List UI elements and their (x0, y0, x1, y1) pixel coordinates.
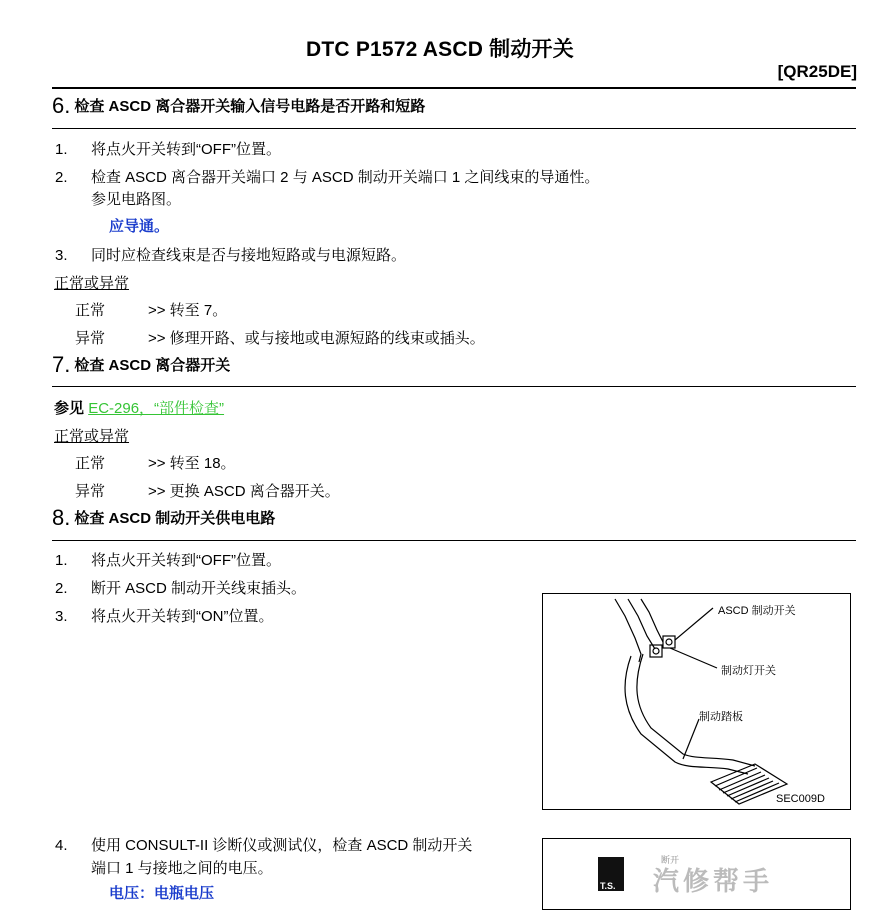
section-6-heading (52, 93, 425, 119)
step-number: 3. (55, 608, 68, 625)
step-text: 检查 ASCD 离合器开关端口 2 与 ASCD 制动开关端口 1 之间线束的导通性。 (91, 169, 600, 186)
step-text: 将点火开关转到“ON”位置。 (91, 608, 274, 625)
section-8-title: 检查 ASCD 制动开关供电电路 (74, 510, 276, 527)
voltage-check-figure (542, 838, 851, 910)
section-6-divider (52, 128, 856, 129)
section-6-step-1 (55, 138, 281, 159)
section-8-divider (52, 540, 856, 541)
header-divider (52, 87, 856, 89)
brake-pedal-figure (542, 593, 851, 810)
page-title: DTC P1572 ASCD 制动开关 (306, 38, 574, 61)
section-7-reference (54, 397, 224, 418)
engine-code: [QR25DE] (777, 62, 857, 81)
section-8-expectation: 电压：电瓶电压 (109, 885, 215, 902)
section-6-result-ok (75, 299, 227, 320)
figure-code: SEC009D (776, 793, 825, 805)
disconnect-label: 断开 (661, 855, 680, 865)
section-7-result-title: 正常或异常 (54, 428, 130, 445)
section-7-title: 检查 ASCD 离合器开关 (74, 357, 231, 374)
result-text: >> 修理开路、或与接地或电源短路的线束或插头。 (148, 330, 485, 347)
section-7-result-ok (75, 452, 236, 473)
section-7-heading (52, 352, 230, 378)
section-6-expectation: 应导通。 (109, 218, 170, 235)
step-text: 断开 ASCD 制动开关线束插头。 (91, 580, 307, 597)
step-number: 1. (55, 552, 68, 569)
section-8-step-1 (55, 549, 281, 570)
step-number: 4. (55, 837, 68, 854)
brake-pedal-illustration (543, 594, 850, 809)
reference-link[interactable]: EC-296，“部件检查” (88, 400, 225, 417)
watermark: 汽修帮手 (653, 866, 774, 896)
section-6-title: 检查 ASCD 离合器开关输入信号电路是否开路和短路 (74, 98, 426, 115)
section-7-number: 7. (52, 352, 71, 377)
step-number: 3. (55, 247, 68, 264)
section-8-step-4 (55, 834, 472, 855)
step-number: 1. (55, 141, 68, 158)
step-number: 2. (55, 169, 68, 186)
section-6-step-3 (55, 244, 406, 265)
step-text: 将点火开关转到“OFF”位置。 (91, 552, 281, 569)
result-text: >> 更换 ASCD 离合器开关。 (148, 483, 340, 500)
step-text: 同时应检查线束是否与接地短路或与电源短路。 (91, 247, 407, 264)
reference-prefix: 参见 (54, 400, 85, 417)
section-6-result-ng (75, 327, 485, 348)
section-8-heading (52, 505, 275, 531)
label-stop-lamp-switch: 制动灯开关 (721, 665, 776, 677)
section-7-result-ng (75, 480, 340, 501)
step-text: 将点火开关转到“OFF”位置。 (91, 141, 281, 158)
section-8-number: 8. (52, 505, 71, 530)
section-8-step-2 (55, 577, 306, 598)
step-text: 使用 CONSULT-II 诊断仪或测试仪，检查 ASCD 制动开关 (91, 837, 473, 854)
section-6-result-title: 正常或异常 (54, 275, 130, 292)
section-8-step-3 (55, 605, 274, 626)
section-8-step-4-line2: 端口 1 与接地之间的电压。 (91, 860, 273, 877)
section-7-divider (52, 386, 856, 387)
section-6-number: 6. (52, 93, 71, 118)
section-6-step-2 (55, 166, 599, 187)
step-number: 2. (55, 580, 68, 597)
result-label: 异常 (75, 483, 106, 500)
result-text: >> 转至 18。 (148, 455, 236, 472)
result-label: 异常 (75, 330, 106, 347)
section-6-step-2-note: 参见电路图。 (91, 191, 182, 208)
ts-label: T.S. (600, 881, 616, 891)
result-label: 正常 (75, 455, 106, 472)
result-text: >> 转至 7。 (148, 302, 228, 319)
label-ascd-brake-switch: ASCD 制动开关 (718, 605, 796, 617)
label-brake-pedal: 制动踏板 (699, 711, 743, 723)
result-label: 正常 (75, 302, 106, 319)
